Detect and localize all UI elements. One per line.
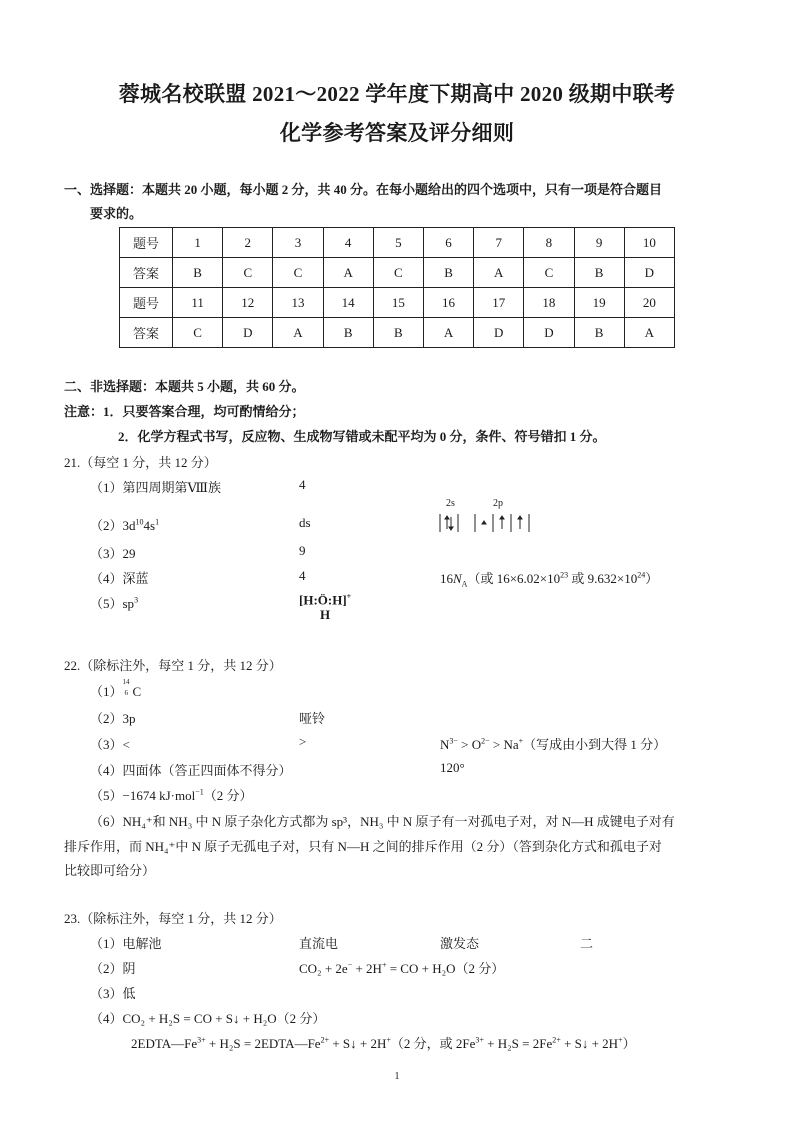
q23-2-a: （2）阴 [90,961,136,976]
table-cell: C [273,258,323,288]
q21-5-a: $(5)sp^3$ [90,595,139,611]
page-subtitle: 化学参考答案及评分细则 [279,121,515,145]
q23-4: （4）CO₂ + H₂S = CO + S↓ + H₂O（2 分） [90,1011,326,1026]
table-cell: 2 [223,228,273,258]
q21-3-a: （3）29 [90,546,136,561]
q22-1: （1） 14 6 C [90,678,142,699]
q23-1-c: 激发态 [440,936,480,951]
table-cell: 15 [373,288,423,318]
lewis-bottom-h: H [320,607,331,622]
q23-1-b: 直流电 [299,936,339,951]
q23-5: $2EDTA—Fe^{3+} + H_2S$ = $2EDTA—Fe^{2+}$ + S↓ + 2H+（2 分，或 $2Fe^{3+} + H_2S = 2Fe^{2+}$ + S↓ + 2H+） [131,1035,636,1051]
page-number: 1 [394,1071,400,1082]
q22-2-a: （2）3p [90,711,136,726]
table-cell: C [524,258,574,288]
table-cell: A [624,318,674,348]
table-cell: 14 [323,288,373,318]
q21-4-a: （4）深蓝 [90,571,149,586]
section2-heading: 二、非选择题：本题共 5 小题，共 60 分。 [64,379,305,394]
table-cell: B [173,258,223,288]
q22-3-b: > [299,734,307,749]
table-label: 答案 [120,258,173,288]
table-label: 答案 [120,318,173,348]
table-cell: 10 [624,228,674,258]
table-cell: B [323,318,373,348]
table-cell: 18 [524,288,574,318]
q22-5: （5）−1674 kJ·mol$^{-1}$（2 分） [90,787,253,803]
table-cell: D [474,318,524,348]
table-cell: A [273,318,323,348]
table-cell: 5 [373,228,423,258]
table-label: 题号 [120,288,173,318]
table-row-nums1 [120,228,675,258]
hydronium-lewis-structure: [H:Ö:H]+ H [299,592,352,622]
q22-3-c: $N^{3-} > O^{2-} > Na^+$（写成由小到大得 1 分） [440,736,667,752]
table-cell: 9 [574,228,624,258]
table-cell: 12 [223,288,273,318]
q22-6-line1: （6）NH₄⁺和 NH₃ 中 N 原子杂化方式都为 sp³，NH₃ 中 N 原子有一对孤电子对，对 N—H 成键电子对有 [90,814,675,829]
table-cell: 3 [273,228,323,258]
section1-heading-cont: 要求的。 [90,206,143,221]
q22-header: 22.（除标注外，每空 1 分，共 12 分） [64,658,282,673]
orbital-label-2p: 2p [493,498,503,509]
q21-1-b: 4 [299,477,306,492]
table-row-nums2 [120,288,675,318]
q23-1-a: （1）电解池 [90,936,162,951]
table-cell: 20 [624,288,674,318]
q21-4-b: 4 [299,568,306,583]
table-cell: D [624,258,674,288]
table-cell: 8 [524,228,574,258]
table-cell: A [474,258,524,288]
q21-4-c: $16N_A$（或 $16\times 6.02\times 10^{23}$ 或 $9.632\times 10^{24}$） [440,570,659,589]
table-cell: 17 [474,288,524,318]
q21-header: 21.（每空 1 分，共 12 分） [64,455,217,470]
q22-6-line3: 比较即可给分） [64,863,156,878]
q22-3-a: （3）< [90,737,130,752]
note-1: 注意：1．只要答案合理，均可酌情给分； [64,404,305,419]
q21-2-b: ds [299,515,311,530]
table-cell: B [423,258,473,288]
orbital-label-2s: 2s [446,498,455,509]
table-cell: A [323,258,373,288]
table-cell: B [574,318,624,348]
table-row-ans1 [120,258,675,288]
q23-3: （3）低 [90,986,136,1001]
q23-2-b: CO₂ + 2e− + 2H+ = CO + H₂O（2 分） [299,960,505,976]
table-cell: 7 [474,228,524,258]
table-cell: 16 [423,288,473,318]
answer-table [119,227,675,348]
q22-6-line2: 排斥作用，而 NH₄⁺中 N 原子无孤电子对，只有 N—H 之间的排斥作用（2 分）（答到杂化方式和孤电子对 [64,839,662,854]
table-cell: 6 [423,228,473,258]
table-cell: D [524,318,574,348]
q23-header: 23.（除标注外，每空 1 分，共 12 分） [64,911,282,926]
orbital-diagram [438,498,538,538]
q23-1-d: 二 [580,936,594,951]
q22-4-a: （4）四面体（答正四面体不得分） [90,763,292,778]
q22-2-b: 哑铃 [299,711,326,726]
table-row-ans2 [120,318,675,348]
table-cell: C [373,258,423,288]
section1-heading: 一、选择题：本题共 20 小题，每小题 2 分，共 40 分。在每小题给出的四个选项中，只有一项是符合题目 [64,182,663,197]
table-cell: B [373,318,423,348]
table-cell: A [423,318,473,348]
table-cell: 11 [173,288,223,318]
table-cell: 1 [173,228,223,258]
note-2: 2．化学方程式书写，反应物、生成物写错或未配平均为 0 分，条件、符号错扣 1 分。 [118,429,606,444]
q22-4-b: 120° [440,760,465,775]
q21-1-a: （1）第四周期第Ⅷ族 [90,480,221,495]
table-cell: C [223,258,273,288]
q21-2-a: $(2)3d^{10}4s^1$ [90,517,160,533]
table-cell: D [223,318,273,348]
table-cell: 13 [273,288,323,318]
table-cell: 4 [323,228,373,258]
table-cell: C [173,318,223,348]
table-cell: 19 [574,288,624,318]
orbital-boxes [438,512,538,534]
q21-3-b: 9 [299,543,306,558]
page-title: 蓉城名校联盟 2021～2022 学年度下期高中 2020 级期中联考 [118,82,676,106]
table-label: 题号 [120,228,173,258]
table-cell: B [574,258,624,288]
